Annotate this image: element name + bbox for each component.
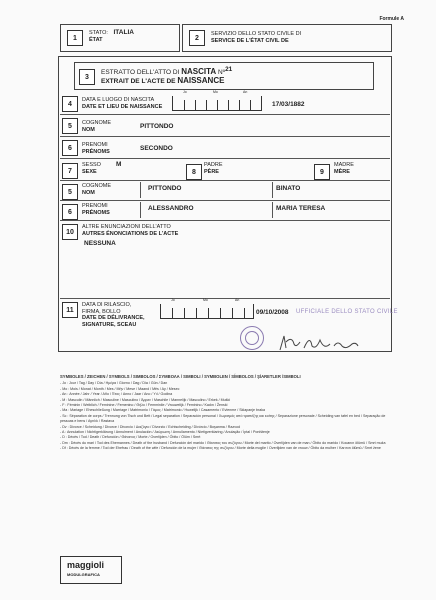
given-names-label-fr: PRÉNOMS	[82, 148, 110, 155]
month-header: Mo	[203, 298, 208, 302]
title-text	[101, 66, 232, 85]
header-box-service	[182, 24, 392, 52]
service-label	[211, 31, 301, 44]
symbol-line: - Ma : Mariage / Eheschließung / Marriage / Matrimonio / Γάμος / Matrimonio / Huwelijk / Casamento / Evlenme / Sklapanje braka	[60, 408, 265, 413]
sex-label-it: SESSO	[82, 162, 101, 168]
issue-label-fr2: SIGNATURE, SCEAU	[82, 321, 137, 328]
field-number: 7	[62, 163, 78, 179]
state-label-fr: ÉTAT	[89, 36, 103, 43]
other-statements-value: NESSUNA	[84, 240, 116, 247]
title-fr-prefix: EXTRAIT DE L'ACTE DE	[101, 78, 178, 86]
surname-label-fr: NOM	[82, 126, 95, 133]
issue-date-value: 09/10/2008	[256, 309, 289, 316]
field-number: 4	[62, 96, 78, 112]
birth-date-value: 17/03/1882	[272, 101, 305, 108]
issue-label-it2: FIRMA, BOLLO	[82, 308, 121, 315]
field-number: 6	[62, 204, 78, 220]
service-label-fr: SERVICE DE L'ÉTAT CIVIL DE	[211, 37, 289, 44]
symbol-line: - Jo : Jour / Tag / Day / Día / Ημέρα / Giorno / Dag / Dia / Gün / Dan	[60, 381, 168, 386]
mother-label	[334, 162, 354, 175]
title-it-prefix: ESTRATTO DELL'ATTO DI	[101, 69, 182, 77]
issue-label-it1: DATA DI RILASCIO,	[82, 302, 132, 308]
date-boxes	[172, 90, 262, 111]
state-label	[89, 30, 134, 43]
parents-names-label-fr: PRÉNOMS	[82, 209, 110, 216]
field-number: 2	[189, 30, 205, 46]
field-number: 10	[62, 224, 78, 240]
month-header: Mo	[213, 90, 218, 94]
symbol-line: - D : Décès / Tod / Death / Defunción / Θάνατος / Morte / Overlijden / Óbito / Ölüm / Smrt	[60, 435, 201, 440]
field-number: 9	[314, 164, 330, 180]
mother-label-it: MADRE	[334, 162, 354, 168]
field-number: 5	[62, 184, 78, 200]
title-it-big: NASCITA	[181, 67, 217, 77]
act-number: 21	[225, 66, 233, 73]
given-names-label	[82, 142, 110, 155]
field-number: 8	[186, 164, 202, 180]
father-surname-value: PITTONDO	[148, 185, 182, 192]
other-statements-label-fr: AUTRES ÉNONCIATIONS DE L'ACTE	[82, 230, 179, 237]
title-number-label: Nº	[216, 69, 226, 77]
mother-surname-value: BINATO	[276, 185, 301, 192]
field-number: 6	[62, 140, 78, 156]
official-seal	[240, 326, 264, 350]
symbol-line: - M : Masculin / Männlich / Masculine / Masculino / Άρρεν / Maschile / Mannelijk / Masculino / Erkek / Muški	[60, 397, 231, 402]
day-header: Jo	[183, 90, 187, 94]
symbol-line: - Dm : Décès du mari / Tod des Ehemannes / Death of the husband / Defunción del marido / Θάνατος του συζύγου / Morte del marito / Overlijden van de man / Óbito do marido / Kocanın ölümü / Smrt muža	[60, 440, 386, 445]
given-names-label-it: PRENOMI	[82, 142, 108, 148]
title-box	[74, 62, 374, 90]
symbols-title: SYMBOLES / ZEICHEN / SYMBOLS / SIMBOLOS / ΣΥΜΒΟΛΑ / SIMBOLI / SYMBOLEN / SÍMBOLOS / ŞİARETLER /SIMBOLI	[60, 374, 301, 379]
symbol-line: - An : Année / Jahr / Year / Año / Έτος / Anno / Jaar / Ano / Yıl / Godina	[60, 392, 173, 397]
birth-date-place-label	[82, 97, 162, 110]
symbols-legend	[60, 374, 390, 452]
father-label-fr: PÈRE	[204, 168, 219, 175]
parents-surname-label-it: COGNOME	[82, 183, 112, 189]
form-label: Formule A	[379, 16, 404, 22]
given-names-value: SECONDO	[140, 145, 173, 152]
state-value: ITALIA	[113, 29, 134, 36]
civil-status-stamp-text: UFFICIALE DELLO STATO CIVILE	[296, 309, 398, 315]
field-number: 3	[79, 69, 95, 85]
birth-label-it: DATA E LUOGO DI NASCITA	[82, 97, 155, 103]
state-label-it: STATO:	[89, 30, 108, 36]
logo-sub: MODULGRAFICA	[67, 572, 100, 577]
mother-label-fr: MÈRE	[334, 168, 350, 175]
other-statements-label-it: ALTRE ENUNCIAZIONI DELL'ATTO	[82, 224, 171, 230]
issue-label	[82, 302, 145, 328]
surname-label	[82, 120, 111, 133]
father-label-it: PADRE	[204, 162, 223, 168]
other-statements-label	[82, 224, 178, 237]
publisher-logo	[60, 556, 122, 584]
symbol-line: - Sc : Séparation de corps / Trennung von Tisch und Bett / Legal separation / Separación personal / Χωρισμός από τραπέζης και κοίτης / Separazione personale / Scheiding van tafel en bed / Separação de pessoas e bens / Ayrılık / Rastava	[60, 413, 386, 424]
surname-value: PITTONDO	[140, 123, 174, 130]
field-number: 5	[62, 118, 78, 134]
year-header: An	[235, 298, 240, 302]
field-number: 1	[67, 30, 83, 46]
field-number: 11	[62, 302, 78, 318]
service-label-it: SERVIZIO DELLO STATO CIVILE DI	[211, 31, 302, 37]
sex-label	[82, 162, 101, 175]
surname-label-it: COGNOME	[82, 120, 112, 126]
parents-names-label-it: PRENOMI	[82, 203, 108, 209]
symbol-line: - Dv : Divorce / Scheidung / Divorce / Divorcio / Διαζύγιο / Divorzio / Echtscheiding / Divórcio / Boşanma / Razvod	[60, 424, 240, 429]
parents-names-label	[82, 203, 110, 216]
issue-date-boxes	[160, 298, 254, 319]
symbol-line: - F : Féminin / Weiblich / Feminine / Femenino / Θήλυ / Femminile / Vrouwelijk / Feminino / Kadın / Ženski	[60, 403, 228, 408]
header-box-state	[60, 24, 180, 52]
day-header: Jo	[171, 298, 175, 302]
logo-name: maggioli	[67, 560, 105, 570]
father-label	[204, 162, 223, 175]
signature	[276, 332, 362, 356]
sex-label-fr: SEXE	[82, 168, 97, 175]
title-fr-big: NAISSANCE	[177, 76, 225, 86]
mother-names-value: MARIA TERESA	[276, 205, 326, 212]
symbol-line: - A : Annulation / Nichtigerklärung / Annulment / Anulación / Ακύρωση / Annullamento / Nietigverklaring / Anulação / İptal / Poništenje	[60, 430, 270, 435]
sex-value: M	[116, 161, 122, 168]
year-header: An	[243, 90, 248, 94]
parents-surname-label	[82, 183, 111, 196]
parents-surname-label-fr: NOM	[82, 189, 95, 196]
birth-label-fr: DATE ET LIEU DE NAISSANCE	[82, 103, 163, 110]
symbol-line: - Mo : Mois / Monat / Month / Mes / Μήν / Mese / Maand / Mês / Ay / Mesec	[60, 386, 180, 391]
issue-label-fr1: DATE DE DÉLIVRANCE,	[82, 315, 145, 321]
father-names-value: ALESSANDRO	[148, 205, 194, 212]
symbol-line: - Df : Décès de la femme / Tod der Ehefrau / Death of the wife / Defunción de la mujer / Θάνατος της συζύγου / Morte della moglie / Overlijden van de vrouw / Óbito da mulher / Karının ölümü / Smrt žene	[60, 446, 381, 451]
